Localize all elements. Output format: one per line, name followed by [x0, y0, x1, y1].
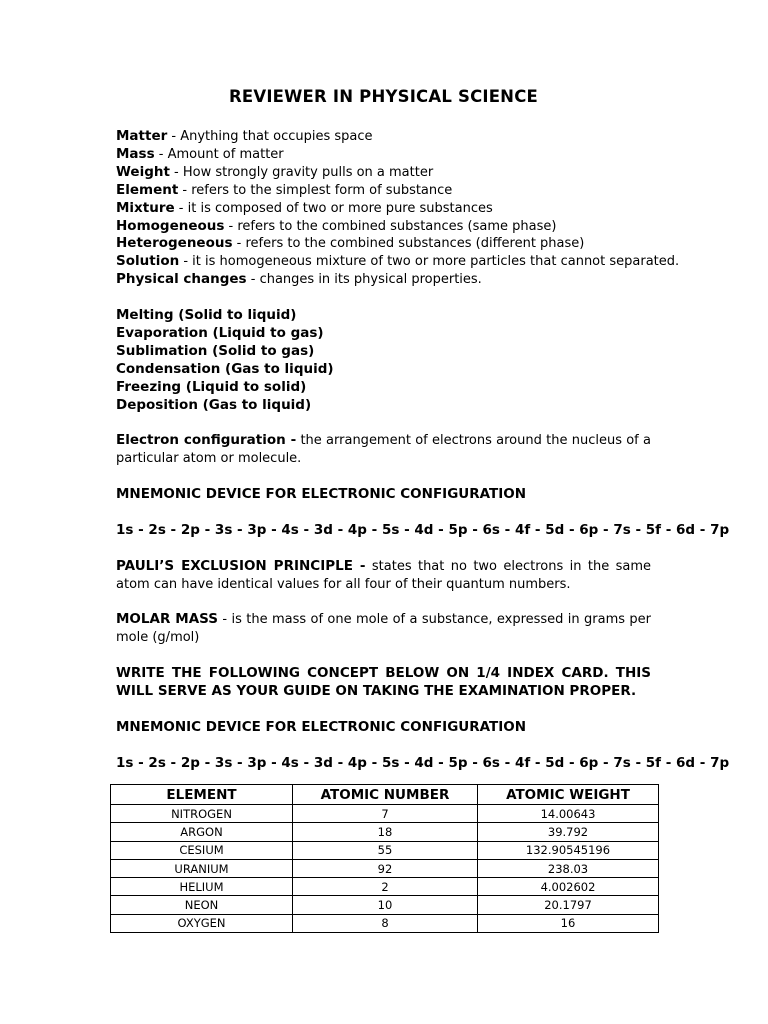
elements-table — [110, 784, 659, 933]
definition-solution — [116, 253, 680, 271]
cell-atomic-weight: 16 — [478, 914, 659, 932]
table-row — [111, 878, 659, 896]
cell-atomic-weight: 14.00643 — [478, 805, 659, 823]
definition-term: Physical changes — [116, 271, 247, 288]
electron-configuration-desc: the arrangement of electrons around the nucleus of a particular atom or molecule. — [116, 433, 651, 467]
definition-homogeneous — [116, 218, 651, 236]
orbital-sequence-2: 1s - 2s - 2p - 3s - 3p - 4s - 3d - 4p - 5s - 4d - 5p - 6s - 4f - 5d - 6p - 7s - 5f - 6d - 7p — [116, 754, 730, 771]
definition-desc: - refers to the simplest form of substance — [178, 182, 453, 198]
header-atomic-weight: ATOMIC WEIGHT — [478, 785, 659, 805]
cell-atomic-weight: 132.90545196 — [478, 841, 659, 859]
phase-change-item: Melting (Solid to liquid) — [116, 307, 297, 324]
cell-atomic-number: 8 — [293, 914, 478, 932]
document-page — [116, 86, 730, 772]
definition-desc: - refers to the combined substances (different phase) — [232, 236, 585, 252]
definition-desc: - changes in its physical properties. — [246, 272, 482, 288]
cell-atomic-number: 10 — [293, 896, 478, 914]
definition-desc: - it is composed of two or more pure substances — [174, 200, 493, 216]
cell-atomic-number: 7 — [293, 805, 478, 823]
table-row — [111, 805, 659, 823]
definition-term: Homogeneous — [116, 217, 225, 234]
definition-term: Matter — [116, 128, 168, 144]
definition-term: Heterogeneous — [116, 235, 233, 252]
cell-element: CESIUM — [111, 841, 293, 859]
definition-physical-changes — [116, 271, 651, 289]
definition-matter — [116, 128, 651, 146]
table-row — [111, 841, 659, 859]
cell-atomic-number: 55 — [293, 841, 478, 859]
definition-mass — [116, 146, 651, 164]
instruction-paragraph: WRITE THE FOLLOWING CONCEPT BELOW ON 1/4 INDEX CARD. THIS WILL SERVE AS YOUR GUIDE ON TAKING THE EXAMINATION PROPER. — [116, 665, 651, 699]
definition-desc: - Amount of matter — [154, 146, 284, 162]
table-row — [111, 896, 659, 914]
cell-atomic-weight: 39.792 — [478, 823, 659, 841]
table-header-row — [111, 785, 659, 805]
mnemonic-heading-2: MNEMONIC DEVICE FOR ELECTRONIC CONFIGURATION — [116, 718, 527, 735]
mnemonic-heading: MNEMONIC DEVICE FOR ELECTRONIC CONFIGURATION — [116, 486, 527, 503]
definition-term: Solution — [116, 253, 180, 270]
cell-element: URANIUM — [111, 859, 293, 877]
cell-element: ARGON — [111, 823, 293, 841]
definition-element — [116, 182, 651, 200]
molar-mass-desc: - is the mass of one mole of a substance, expressed in grams per mole (g/mol) — [116, 612, 652, 646]
definition-weight — [116, 164, 651, 182]
molar-mass-term: MOLAR MASS — [116, 611, 219, 628]
cell-atomic-weight: 238.03 — [478, 859, 659, 877]
cell-atomic-weight: 20.1797 — [478, 896, 659, 914]
pauli-paragraph — [116, 558, 651, 594]
definition-desc: - refers to the combined substances (same phase) — [224, 218, 557, 234]
definition-term: Mass — [116, 145, 155, 162]
pauli-term: PAULI’S EXCLUSION PRINCIPLE - — [116, 557, 366, 574]
definition-heterogeneous — [116, 235, 651, 253]
cell-atomic-number: 92 — [293, 859, 478, 877]
phase-change-item: Evaporation (Liquid to gas) — [116, 324, 324, 341]
phase-change-item: Condensation (Gas to liquid) — [116, 360, 334, 377]
cell-element: HELIUM — [111, 878, 293, 896]
phase-change-item: Sublimation (Solid to gas) — [116, 342, 315, 359]
header-atomic-number: ATOMIC NUMBER — [293, 785, 478, 805]
definition-desc: - Anything that occupies space — [167, 129, 373, 144]
electron-configuration-term: Electron configuration - — [116, 432, 297, 449]
definition-desc: - it is homogeneous mixture of two or more particles that cannot separated. — [179, 254, 680, 270]
molar-mass-paragraph — [116, 611, 651, 647]
header-element: ELEMENT — [111, 785, 293, 805]
table-row — [111, 823, 659, 841]
cell-element: OXYGEN — [111, 914, 293, 932]
definition-term: Element — [116, 181, 179, 198]
definition-term: Mixture — [116, 199, 175, 216]
table-row — [111, 859, 659, 877]
page-title: REVIEWER IN PHYSICAL SCIENCE — [229, 87, 538, 106]
pauli-desc: states that no two electrons in the same atom can have identical values for all four of their quantum numbers. — [116, 558, 651, 592]
phase-change-item: Deposition (Gas to liquid) — [116, 396, 312, 413]
cell-atomic-number: 2 — [293, 878, 478, 896]
electron-configuration-paragraph — [116, 432, 651, 468]
cell-atomic-number: 18 — [293, 823, 478, 841]
definitions-list — [116, 128, 680, 289]
definition-term: Weight — [116, 163, 170, 180]
cell-element: NITROGEN — [111, 805, 293, 823]
cell-atomic-weight: 4.002602 — [478, 878, 659, 896]
definition-mixture — [116, 200, 651, 218]
definition-desc: - How strongly gravity pulls on a matter — [169, 164, 434, 180]
phase-change-item: Freezing (Liquid to solid) — [116, 378, 307, 395]
orbital-sequence: 1s - 2s - 2p - 3s - 3p - 4s - 3d - 4p - 5s - 4d - 5p - 6s - 4f - 5d - 6p - 7s - 5f - 6d - 7p — [116, 521, 730, 538]
phase-changes-list — [116, 307, 651, 414]
table-row — [111, 914, 659, 932]
cell-element: NEON — [111, 896, 293, 914]
